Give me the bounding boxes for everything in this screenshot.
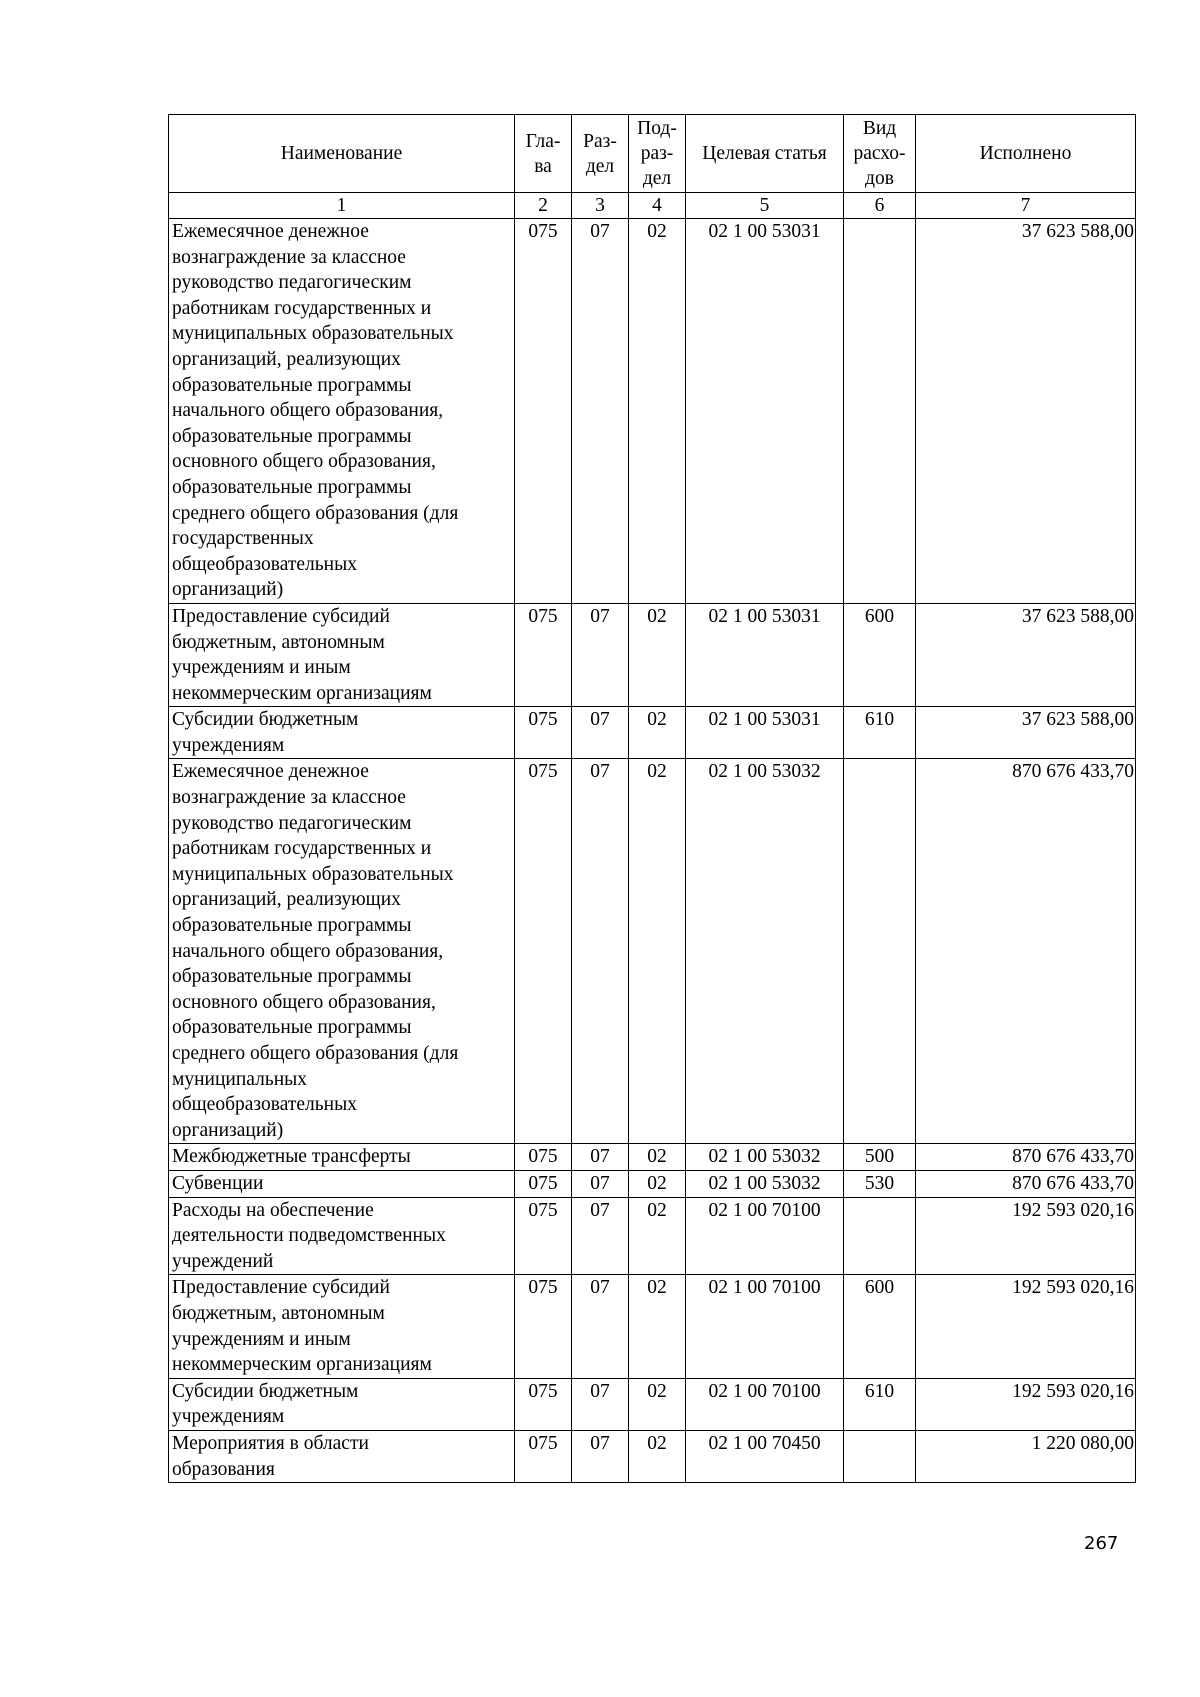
row-section: 07 bbox=[572, 707, 629, 759]
row-name: Мероприятия в области образования bbox=[169, 1430, 515, 1482]
header-expense-type: Вид расхо- дов bbox=[844, 115, 916, 193]
row-section: 07 bbox=[572, 1170, 629, 1197]
row-section: 07 bbox=[572, 1275, 629, 1378]
column-number: 6 bbox=[844, 193, 916, 219]
column-number-row bbox=[169, 193, 1136, 219]
row-target: 02 1 00 53031 bbox=[686, 219, 844, 604]
row-subsection: 02 bbox=[629, 1275, 686, 1378]
column-number: 4 bbox=[629, 193, 686, 219]
column-number: 3 bbox=[572, 193, 629, 219]
header-row bbox=[169, 115, 1136, 193]
row-chapter: 075 bbox=[515, 1378, 572, 1430]
row-target: 02 1 00 53031 bbox=[686, 603, 844, 706]
row-executed: 37 623 588,00 bbox=[916, 603, 1136, 706]
row-name: Субсидии бюджетным учреждениям bbox=[169, 1378, 515, 1430]
row-executed: 1 220 080,00 bbox=[916, 1430, 1136, 1482]
table-row bbox=[169, 1144, 1136, 1171]
row-target: 02 1 00 53032 bbox=[686, 1170, 844, 1197]
row-chapter: 075 bbox=[515, 1170, 572, 1197]
row-expense-type: 530 bbox=[844, 1170, 916, 1197]
row-expense-type: 600 bbox=[844, 1275, 916, 1378]
column-number: 5 bbox=[686, 193, 844, 219]
column-number: 2 bbox=[515, 193, 572, 219]
row-target: 02 1 00 53032 bbox=[686, 759, 844, 1144]
row-executed: 192 593 020,16 bbox=[916, 1378, 1136, 1430]
row-name: Предоставление субсидий бюджетным, автономным учреждениям и иным некоммерческим организациям bbox=[169, 1275, 515, 1378]
row-name: Субвенции bbox=[169, 1170, 515, 1197]
row-subsection: 02 bbox=[629, 219, 686, 604]
header-section: Раз- дел bbox=[572, 115, 629, 193]
page-number: 267 bbox=[1084, 1533, 1119, 1554]
row-executed: 870 676 433,70 bbox=[916, 759, 1136, 1144]
row-name: Ежемесячное денежное вознаграждение за классное руководство педагогическим работникам государственных и муниципальных образовательных организаций, реализующих образовательные программы начального общего образования, образовательные программы основного общего образования, образовательные программы среднего общего образования (для муниципальных общеобразовательных организаций) bbox=[169, 759, 515, 1144]
row-expense-type: 600 bbox=[844, 603, 916, 706]
row-section: 07 bbox=[572, 219, 629, 604]
row-executed: 37 623 588,00 bbox=[916, 219, 1136, 604]
table-row bbox=[169, 1378, 1136, 1430]
table-row bbox=[169, 759, 1136, 1144]
row-chapter: 075 bbox=[515, 219, 572, 604]
row-name: Расходы на обеспечение деятельности подведомственных учреждений bbox=[169, 1197, 515, 1275]
table-row bbox=[169, 707, 1136, 759]
row-expense-type bbox=[844, 759, 916, 1144]
table-row bbox=[169, 603, 1136, 706]
header-executed: Исполнено bbox=[916, 115, 1136, 193]
table-row bbox=[169, 1430, 1136, 1482]
table-row bbox=[169, 1275, 1136, 1378]
row-target: 02 1 00 70450 bbox=[686, 1430, 844, 1482]
row-target: 02 1 00 53031 bbox=[686, 707, 844, 759]
row-section: 07 bbox=[572, 1197, 629, 1275]
row-executed: 37 623 588,00 bbox=[916, 707, 1136, 759]
row-executed: 870 676 433,70 bbox=[916, 1144, 1136, 1171]
row-name: Субсидии бюджетным учреждениям bbox=[169, 707, 515, 759]
row-expense-type: 610 bbox=[844, 707, 916, 759]
column-number: 1 bbox=[169, 193, 515, 219]
header-chapter: Гла- ва bbox=[515, 115, 572, 193]
row-name: Межбюджетные трансферты bbox=[169, 1144, 515, 1171]
row-subsection: 02 bbox=[629, 1144, 686, 1171]
row-chapter: 075 bbox=[515, 759, 572, 1144]
row-chapter: 075 bbox=[515, 1430, 572, 1482]
row-target: 02 1 00 53032 bbox=[686, 1144, 844, 1171]
row-subsection: 02 bbox=[629, 759, 686, 1144]
table-row bbox=[169, 219, 1136, 604]
row-expense-type: 610 bbox=[844, 1378, 916, 1430]
row-subsection: 02 bbox=[629, 1170, 686, 1197]
row-name: Ежемесячное денежное вознаграждение за классное руководство педагогическим работникам государственных и муниципальных образовательных организаций, реализующих образовательные программы начального общего образования, образовательные программы основного общего образования, образовательные программы среднего общего образования (для государственных общеобразовательных организаций) bbox=[169, 219, 515, 604]
header-target: Целевая статья bbox=[686, 115, 844, 193]
row-name: Предоставление субсидий бюджетным, автономным учреждениям и иным некоммерческим организациям bbox=[169, 603, 515, 706]
row-section: 07 bbox=[572, 1144, 629, 1171]
row-executed: 192 593 020,16 bbox=[916, 1197, 1136, 1275]
row-chapter: 075 bbox=[515, 1197, 572, 1275]
row-subsection: 02 bbox=[629, 603, 686, 706]
table-row bbox=[169, 1197, 1136, 1275]
row-chapter: 075 bbox=[515, 707, 572, 759]
row-section: 07 bbox=[572, 1378, 629, 1430]
row-chapter: 075 bbox=[515, 1144, 572, 1171]
header-subsection: Под- раз- дел bbox=[629, 115, 686, 193]
row-chapter: 075 bbox=[515, 1275, 572, 1378]
row-target: 02 1 00 70100 bbox=[686, 1378, 844, 1430]
row-target: 02 1 00 70100 bbox=[686, 1275, 844, 1378]
row-section: 07 bbox=[572, 603, 629, 706]
row-expense-type bbox=[844, 1197, 916, 1275]
table-body bbox=[169, 219, 1136, 1483]
row-section: 07 bbox=[572, 1430, 629, 1482]
row-section: 07 bbox=[572, 759, 629, 1144]
row-expense-type: 500 bbox=[844, 1144, 916, 1171]
budget-table bbox=[168, 114, 1136, 1483]
row-expense-type bbox=[844, 219, 916, 604]
row-target: 02 1 00 70100 bbox=[686, 1197, 844, 1275]
row-executed: 870 676 433,70 bbox=[916, 1170, 1136, 1197]
row-executed: 192 593 020,16 bbox=[916, 1275, 1136, 1378]
row-subsection: 02 bbox=[629, 1378, 686, 1430]
header-name: Наименование bbox=[169, 115, 515, 193]
row-subsection: 02 bbox=[629, 1197, 686, 1275]
row-subsection: 02 bbox=[629, 1430, 686, 1482]
row-subsection: 02 bbox=[629, 707, 686, 759]
row-chapter: 075 bbox=[515, 603, 572, 706]
column-number: 7 bbox=[916, 193, 1136, 219]
table-row bbox=[169, 1170, 1136, 1197]
row-expense-type bbox=[844, 1430, 916, 1482]
